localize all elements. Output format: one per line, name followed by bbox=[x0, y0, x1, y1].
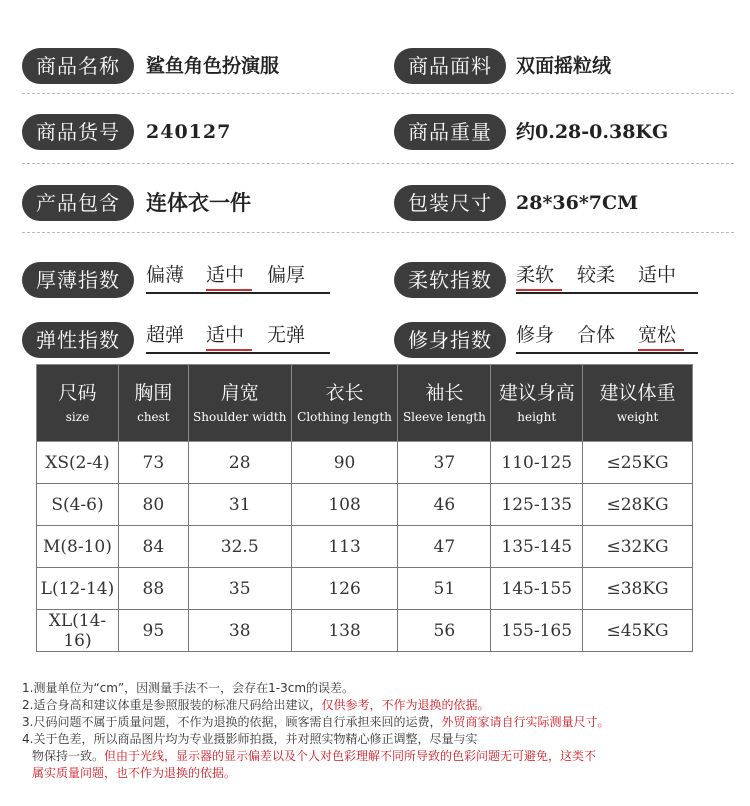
fabric-label: 商品面料 bbox=[394, 48, 506, 84]
table-cell: 28 bbox=[188, 442, 291, 484]
selected-underline bbox=[516, 289, 562, 291]
table-cell: 46 bbox=[398, 484, 491, 526]
table-cell: 90 bbox=[291, 442, 398, 484]
weight-label: 商品重量 bbox=[394, 114, 506, 150]
note-3: 3.尺码问题不属于质量问题，不作为退换的依据，顾客需自行承担来回的运费，外贸商家请自行实际测量尺寸。 bbox=[22, 715, 610, 729]
thickness-option: 偏厚 bbox=[267, 264, 306, 286]
elasticity-option: 无弹 bbox=[267, 324, 306, 346]
sku-value: 240127 bbox=[146, 121, 232, 143]
table-row bbox=[37, 568, 693, 610]
table-cell: 51 bbox=[398, 568, 491, 610]
fit-option: 合体 bbox=[577, 324, 616, 346]
table-cell: 108 bbox=[291, 484, 398, 526]
table-cell: XL(14-16) bbox=[37, 610, 119, 652]
table-row bbox=[37, 610, 693, 652]
divider bbox=[22, 93, 734, 94]
softness-index-label: 柔软指数 bbox=[394, 262, 506, 298]
sku-label: 商品货号 bbox=[22, 114, 134, 150]
elasticity-option-selected: 适中 bbox=[206, 324, 245, 346]
table-cell: ≤25KG bbox=[583, 442, 693, 484]
thickness-index-label: 厚薄指数 bbox=[22, 262, 134, 298]
contents-label: 产品包含 bbox=[22, 185, 134, 221]
contents-value: 连体衣一件 bbox=[146, 190, 251, 215]
table-cell: 31 bbox=[188, 484, 291, 526]
softness-option: 适中 bbox=[638, 264, 677, 286]
notes bbox=[22, 680, 609, 782]
weight-value: 约0.28-0.38KG bbox=[516, 121, 669, 143]
fit-option: 修身 bbox=[516, 324, 555, 346]
table-cell: 138 bbox=[291, 610, 398, 652]
header-length: 衣长 Clothing length bbox=[291, 365, 398, 442]
selected-underline bbox=[206, 289, 252, 291]
thickness-option: 偏薄 bbox=[146, 264, 185, 286]
softness-option-selected: 柔软 bbox=[516, 264, 555, 286]
table-cell: L(12-14) bbox=[37, 568, 119, 610]
selected-underline bbox=[206, 349, 252, 351]
header-weight: 建议体重 weight bbox=[583, 365, 693, 442]
table-row bbox=[37, 442, 693, 484]
table-cell: XS(2-4) bbox=[37, 442, 119, 484]
softness-option: 较柔 bbox=[577, 264, 616, 286]
package-label: 包装尺寸 bbox=[394, 185, 506, 221]
header-height: 建议身高 height bbox=[491, 365, 583, 442]
package-value: 28*36*7CM bbox=[516, 192, 639, 214]
table-cell: 135-145 bbox=[491, 526, 583, 568]
selected-underline bbox=[638, 349, 684, 351]
divider bbox=[22, 163, 734, 164]
table-cell: M(8-10) bbox=[37, 526, 119, 568]
fabric-value: 双面摇粒绒 bbox=[516, 55, 612, 77]
table-cell: 155-165 bbox=[491, 610, 583, 652]
table-cell: S(4-6) bbox=[37, 484, 119, 526]
fit-option-selected: 宽松 bbox=[638, 324, 677, 346]
table-cell: ≤32KG bbox=[583, 526, 693, 568]
header-sleeve: 袖长 Sleeve length bbox=[398, 365, 491, 442]
table-cell: 95 bbox=[118, 610, 188, 652]
table-cell: 84 bbox=[118, 526, 188, 568]
header-chest: 胸围 chest bbox=[118, 365, 188, 442]
option-line bbox=[146, 292, 330, 294]
option-line bbox=[516, 352, 698, 354]
header-size: 尺码 size bbox=[37, 365, 119, 442]
table-row bbox=[37, 526, 693, 568]
table-cell: 32.5 bbox=[188, 526, 291, 568]
note-1: 1.测量单位为“cm”，因测量手法不一，会存在1-3cm的误差。 bbox=[22, 681, 355, 695]
table-cell: 56 bbox=[398, 610, 491, 652]
table-cell: 47 bbox=[398, 526, 491, 568]
table-cell: 73 bbox=[118, 442, 188, 484]
table-cell: 88 bbox=[118, 568, 188, 610]
table-cell: 80 bbox=[118, 484, 188, 526]
divider bbox=[22, 232, 734, 233]
note-4-cont: 物保持一致。但由于光线，显示器的显示偏差以及个人对色彩理解不同所导致的色彩问题无可避免，这类不 bbox=[32, 749, 597, 763]
table-row bbox=[37, 484, 693, 526]
elasticity-index-label: 弹性指数 bbox=[22, 322, 134, 358]
note-4-end: 属实质量问题，也不作为退换的依据。 bbox=[32, 766, 237, 780]
table-cell: 113 bbox=[291, 526, 398, 568]
table-cell: 145-155 bbox=[491, 568, 583, 610]
table-cell: 110-125 bbox=[491, 442, 583, 484]
size-table-header bbox=[37, 365, 693, 442]
option-line bbox=[146, 352, 330, 354]
table-cell: ≤38KG bbox=[583, 568, 693, 610]
table-cell: 125-135 bbox=[491, 484, 583, 526]
table-cell: 126 bbox=[291, 568, 398, 610]
header-shoulder: 肩宽 Shoulder width bbox=[188, 365, 291, 442]
product-name-value: 鲨鱼角色扮演服 bbox=[146, 55, 280, 77]
thickness-option-selected: 适中 bbox=[206, 264, 245, 286]
fit-index-label: 修身指数 bbox=[394, 322, 506, 358]
size-table bbox=[36, 364, 693, 652]
elasticity-option: 超弹 bbox=[146, 324, 185, 346]
product-name-label: 商品名称 bbox=[22, 48, 134, 84]
table-cell: 37 bbox=[398, 442, 491, 484]
note-4: 4.关于色差，所以商品图片均为专业摄影师拍摄，并对照实物精心修正调整，尽量与实 bbox=[22, 732, 478, 746]
table-cell: 38 bbox=[188, 610, 291, 652]
table-cell: ≤45KG bbox=[583, 610, 693, 652]
table-cell: ≤28KG bbox=[583, 484, 693, 526]
option-line bbox=[516, 292, 698, 294]
table-cell: 35 bbox=[188, 568, 291, 610]
note-2: 2.适合身高和建议体重是参照服装的标准尺码给出建议，仅供参考，不作为退换的依据。 bbox=[22, 698, 490, 712]
